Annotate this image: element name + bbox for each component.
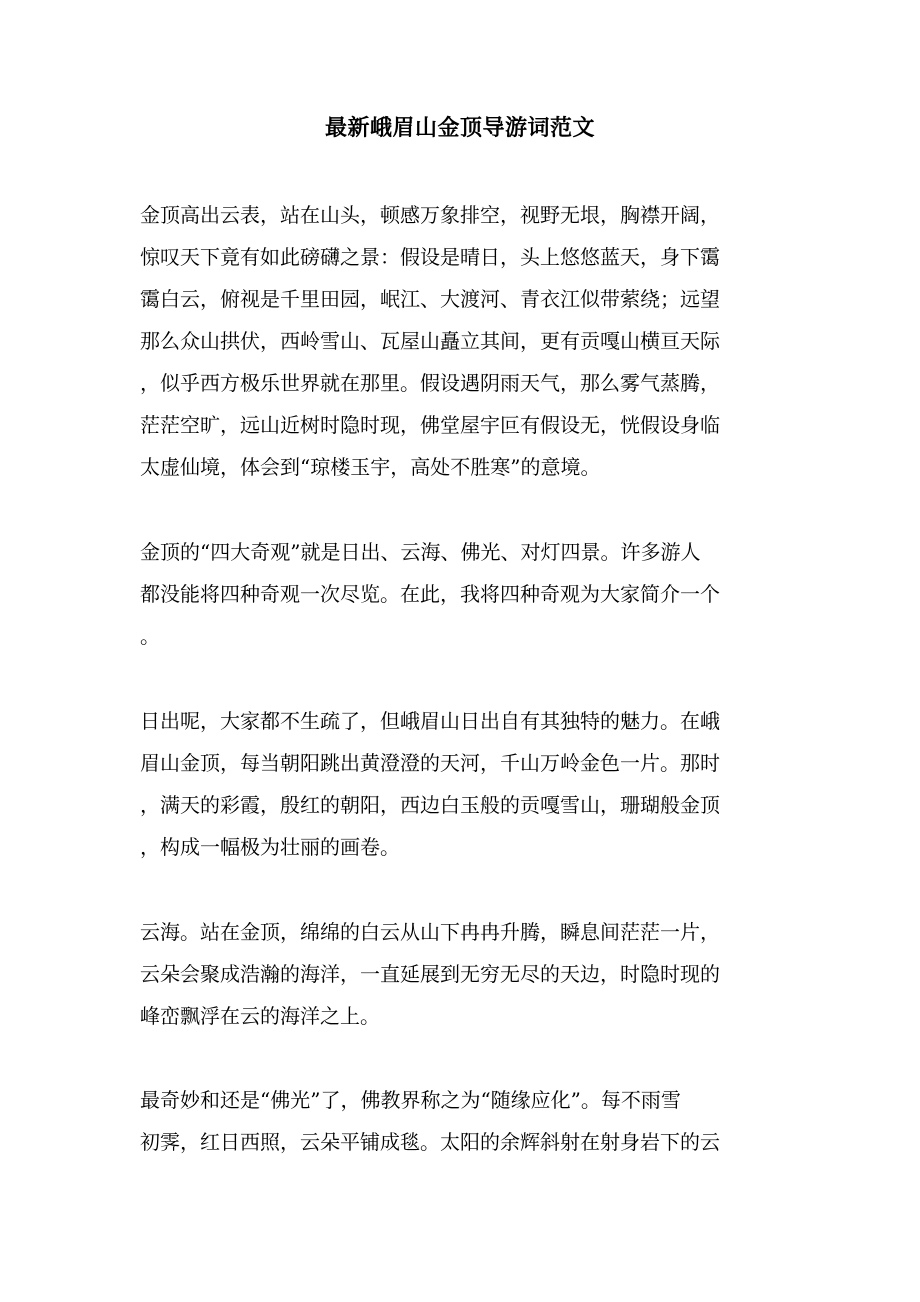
text-line: 峰峦飘浮在云的海洋之上。 — [140, 1004, 380, 1028]
text-line: ，构成一幅极为壮丽的画卷。 — [140, 835, 400, 859]
text-line: 茫茫空旷，远山近树时隐时现，佛堂屋宇叵有假设无，恍假设身临 — [140, 413, 720, 437]
paragraph-5 — [140, 1079, 780, 1163]
text-line: 最奇妙和还是“佛光”了，佛教界称之为“随缘应化”。每不雨雪 — [140, 1088, 681, 1112]
text-line: 那么众山拱伏，西岭雪山、瓦屋山矗立其间，更有贡嘎山横亘天际 — [140, 329, 720, 353]
text-line: 金顶高出云表，站在山头，顿感万象排空，视野无垠，胸襟开阔， — [140, 203, 720, 227]
text-line: 日出呢，大家都不生疏了，但峨眉山日出自有其独特的魅力。在峨 — [140, 709, 720, 733]
text-line: 金顶的“四大奇观”就是日出、云海、佛光、对灯四景。许多游人 — [140, 540, 701, 564]
document-title: 最新峨眉山金顶导游词范文 — [324, 115, 595, 141]
text-line: ，似乎西方极乐世界就在那里。假设遇阴雨天气，那么雾气蒸腾， — [140, 371, 720, 395]
text-line: 都没能将四种奇观一次尽览。在此，我将四种奇观为大家简介一个 — [140, 582, 720, 606]
text-line: 霭白云，俯视是千里田园，岷江、大渡河、青衣江似带萦绕；远望 — [140, 287, 720, 311]
text-line: 云朵会聚成浩瀚的海洋，一直延展到无穷无尽的天边，时隐时现的 — [140, 962, 720, 986]
text-line: 太虚仙境，体会到“琼楼玉宇，高处不胜寒”的意境。 — [140, 455, 601, 479]
text-line: 惊叹天下竟有如此磅礴之景：假设是晴日，头上悠悠蓝天，身下霭 — [140, 245, 720, 269]
paragraph-2 — [140, 531, 780, 657]
text-line: 云海。站在金顶，绵绵的白云从山下冉冉升腾，瞬息间茫茫一片， — [140, 920, 720, 944]
paragraph-4 — [140, 911, 780, 1037]
paragraph-3 — [140, 700, 780, 868]
text-line: 眉山金顶，每当朝阳跳出黄澄澄的天河，千山万岭金色一片。那时 — [140, 751, 720, 775]
text-line: ，满天的彩霞，殷红的朝阳，西边白玉般的贡嘎雪山，珊瑚般金顶 — [140, 793, 720, 817]
text-line: 初霁，红日西照，云朵平铺成毯。太阳的余辉斜射在射身岩下的云 — [140, 1130, 720, 1154]
paragraph-1 — [140, 194, 780, 488]
text-line: 。 — [140, 624, 160, 648]
